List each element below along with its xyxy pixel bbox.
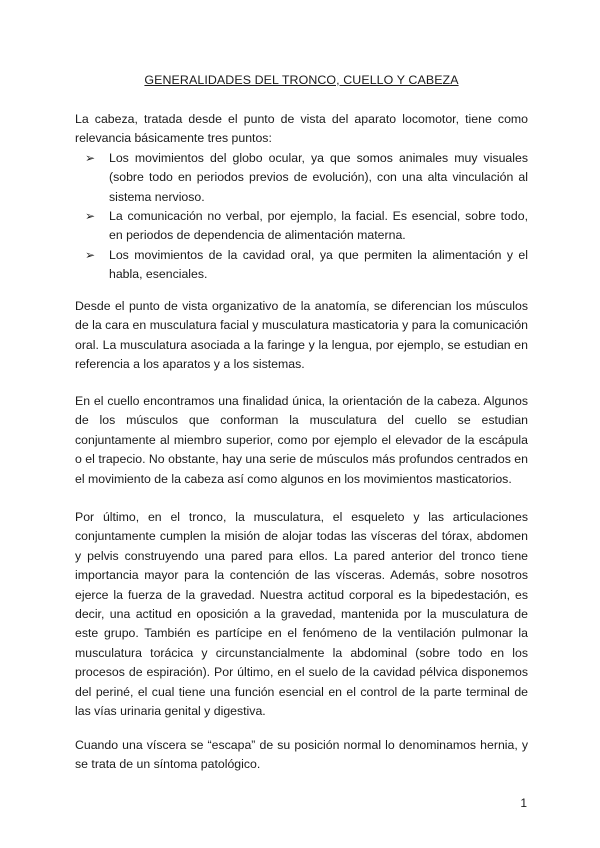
bullet-list: [75, 149, 528, 285]
page-number: 1: [520, 796, 527, 810]
arrow-bullet-icon: ➢: [85, 150, 96, 165]
body-paragraph: Desde el punto de vista organizativo de la anatomía, se diferencian los músculos de la cara en musculatura facial y musculatura masticatoria y para la comunicación oral. La musculatura asociada a la faringe y la lengua, por ejemplo, se estudian en referencia a los aparatos y a los sistemas.: [75, 299, 528, 372]
paragraph-hernia: [75, 736, 528, 775]
bullet-text: Los movimientos del globo ocular, ya que somos animales muy visuales (sobre todo en periodos previos de evolución), con una alta vinculación al sistema nervioso.: [109, 150, 528, 204]
body-paragraph: Por último, en el tronco, la musculatura, el esqueleto y las articulaciones conjuntamente cumplen la misión de alojar todas las vísceras del tórax, abdomen y pelvis construyendo una pared para ellos. La pared anterior del tronco tiene importancia mayor para la contención de las vísceras. Además, sobre nosotros ejerce la fuerza de la gravedad. Nuestra actitud corporal es la bipedestación, es decir, una actitud en oposición a la gravedad, mantenida por la musculatura de este grupo. También es partícipe en el fenómeno de la ventilación pulmonar la musculatura torácica y circunstancialmente la abdominal (sobre todo en los procesos de espiración). Por último, en el suelo de la cavidad pélvica disponemos del periné, el cual tiene una función esencial en el control de la parte terminal de las vías urinaria genital y digestiva.: [75, 510, 528, 719]
intro-paragraph: La cabeza, tratada desde el punto de vista del aparato locomotor, tiene como relevancia básicamente tres puntos:: [75, 112, 528, 146]
arrow-bullet-icon: ➢: [85, 209, 96, 224]
bullet-text: La comunicación no verbal, por ejemplo, la facial. Es esencial, sobre todo, en periodos de dependencia de alimentación materna.: [109, 209, 528, 243]
paragraph-neck: [75, 392, 528, 489]
list-item: [75, 149, 528, 207]
body-paragraph: En el cuello encontramos una finalidad única, la orientación de la cabeza. Algunos de los músculos que conforman la musculatura del cuello se estudian conjuntamente al miembro superior, como por ejemplo el elevador de la escápula o el trapecio. No obstante, hay una serie de músculos más profundos centrados en el movimiento de la cabeza así como algunos en los movimientos masticatorios.: [75, 394, 528, 486]
intro-section: [75, 110, 528, 285]
paragraph-anatomy: [75, 297, 528, 375]
bullet-text: Los movimientos de la cavidad oral, ya que permiten la alimentación y el habla, esenciales.: [109, 247, 528, 282]
body-paragraph: Cuando una víscera se “escapa” de su posición normal lo denominamos hernia, y se trata de un síntoma patológico.: [75, 738, 528, 772]
list-item: [75, 207, 528, 246]
arrow-bullet-icon: ➢: [85, 247, 96, 262]
list-item: [75, 246, 528, 285]
document-title: GENERALIDADES DEL TRONCO, CUELLO Y CABEZA: [144, 73, 459, 87]
paragraph-trunk: [75, 508, 528, 721]
